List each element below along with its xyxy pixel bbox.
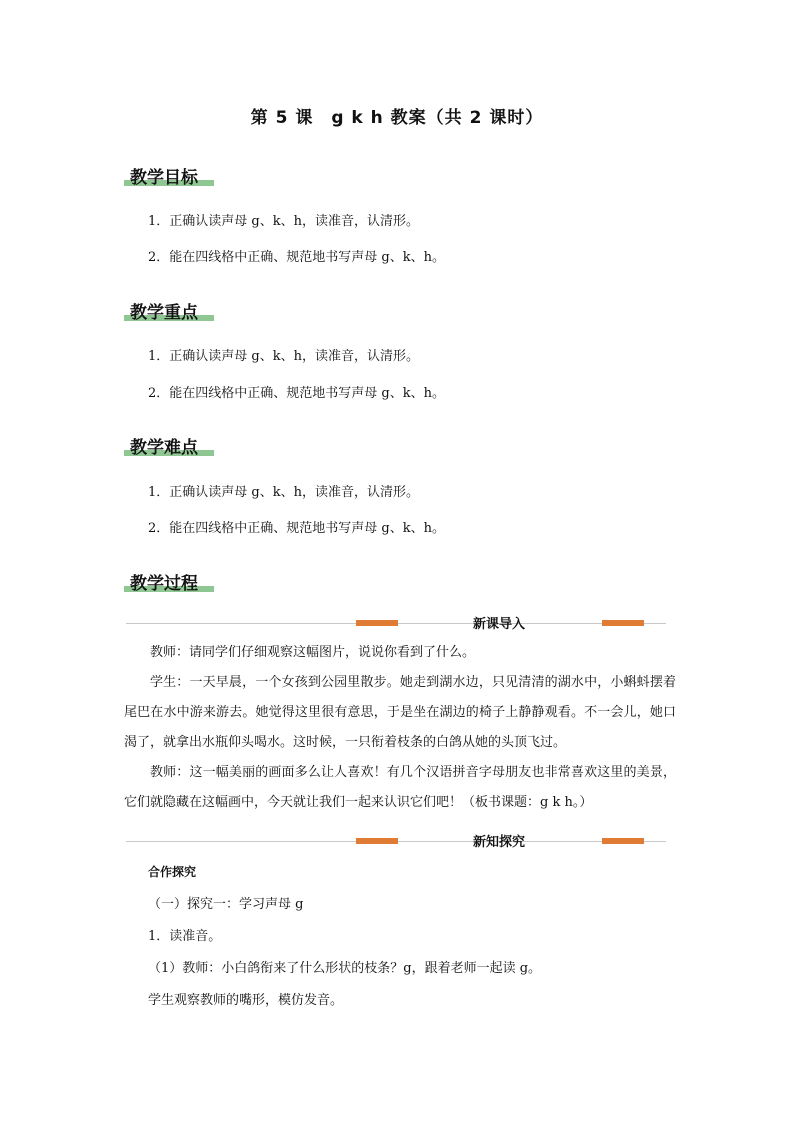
divider-accent-left [356,620,398,626]
divider-accent-left [356,838,398,844]
section-divider [126,616,666,630]
section-divider [126,834,666,848]
section-heading-difficulties: 教学难点 [130,438,198,458]
divider-label: 新知探究 [472,835,525,850]
objective-item: 1．正确认读声母 g、k、h，读准音，认清形。 [148,214,419,229]
key-point-item: 1．正确认读声母 g、k、h，读准音，认清形。 [148,349,419,364]
text-line: （一）探究一：学习声母 g [148,897,304,912]
text-line: 学生观察教师的嘴形，模仿发音。 [148,993,344,1008]
difficulty-item: 2．能在四线格中正确、规范地书写声母 g、k、h。 [148,521,445,536]
paragraph: 教师：这一幅美丽的画面多么让人喜欢！有几个汉语拼音字母朋友也非常喜欢这里的美景，它们就隐藏在这幅画中，今天就让我们一起来认识它们吧！（板书课题：g k h。） [124,765,676,810]
text-line: （1）教师：小白鸽衔来了什么形状的枝条？g，跟着老师一起读 g。 [148,961,542,976]
paragraph: 教师：请同学们仔细观察这幅图片，说说你看到了什么。 [150,645,476,660]
objective-item: 2．能在四线格中正确、规范地书写声母 g、k、h。 [148,250,445,265]
divider-label: 新课导入 [472,617,525,632]
key-point-item: 2．能在四线格中正确、规范地书写声母 g、k、h。 [148,386,445,401]
paragraph: 学生：一天早晨，一个女孩到公园里散步。她走到湖水边，只见清清的湖水中，小蝌蚪摆着尾巴在水中游来游去。她觉得这里很有意思，于是坐在湖边的椅子上静静观看。不一会儿，她口渴了，就拿出水瓶仰头喝水。这时候，一只衔着枝条的白鸽从她的头顶飞过。 [124,675,676,750]
text-line: 1．读准音。 [148,929,222,944]
subsection-heading: 合作探究 [148,865,197,879]
section-heading-process: 教学过程 [130,574,198,594]
section-heading-objectives: 教学目标 [130,168,198,188]
divider-accent-right [602,838,644,844]
difficulty-item: 1．正确认读声母 g、k、h，读准音，认清形。 [148,485,419,500]
page-title: 第 5 课 g k h 教案（共 2 课时） [250,108,544,128]
section-heading-key-points: 教学重点 [130,303,198,323]
divider-accent-right [602,620,644,626]
